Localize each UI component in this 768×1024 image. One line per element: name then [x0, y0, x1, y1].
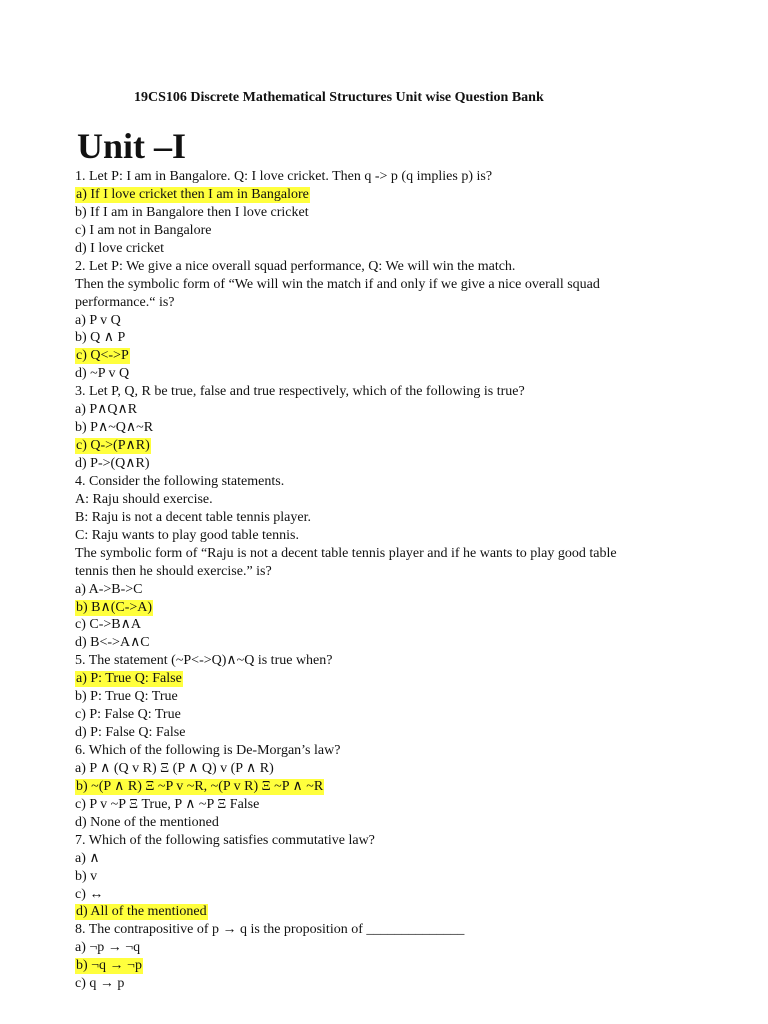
question-line [75, 312, 675, 330]
question-line [75, 240, 675, 258]
line-text: a) ¬p → ¬q [75, 940, 141, 956]
line-text: A: Raju should exercise. [75, 491, 213, 507]
line-text: C: Raju wants to play good table tennis. [75, 527, 299, 543]
answer-line-highlighted [75, 957, 675, 975]
question-line [75, 796, 675, 814]
line-text: b) P∧~Q∧~R [75, 420, 154, 436]
line-text: b) If I am in Bangalore then I love cricket [75, 204, 309, 220]
question-line [75, 329, 675, 347]
unit-title: Unit –I [77, 126, 187, 166]
question-line [75, 383, 675, 401]
answer-line-highlighted [75, 347, 675, 365]
line-text: Then the symbolic form of “We will win the match if and only if we give a nice overall squad [75, 276, 600, 292]
line-text: tennis then he should exercise.” is? [75, 563, 272, 579]
answer-line-highlighted [75, 778, 675, 796]
question-line [75, 706, 675, 724]
question-line [75, 886, 675, 904]
line-text: c) Q<->P [76, 348, 129, 364]
question-line [75, 850, 675, 868]
question-line [75, 168, 675, 186]
line-text: a) P∧Q∧R [75, 402, 138, 418]
question-line [75, 814, 675, 832]
answer-line-highlighted [75, 670, 675, 688]
line-text: d) I love cricket [75, 240, 165, 256]
question-line [75, 222, 675, 240]
question-list [75, 168, 675, 993]
answer-line-highlighted [75, 903, 675, 921]
line-text: 8. The contrapositive of p → q is the proposition of ______________ [75, 922, 465, 938]
answer-line-highlighted [75, 186, 675, 204]
answer-line-highlighted [75, 437, 675, 455]
question-line [75, 545, 675, 563]
line-text: 1. Let P: I am in Bangalore. Q: I love cricket. Then q -> p (q implies p) is? [75, 169, 493, 184]
line-text: c) I am not in Bangalore [75, 222, 212, 238]
line-text: 7. Which of the following satisfies commutative law? [75, 832, 375, 848]
line-text: d) B<->A∧C [75, 635, 150, 651]
question-line [75, 760, 675, 778]
question-line [75, 401, 675, 419]
document-header: 19CS106 Discrete Mathematical Structures Unit wise Question Bank [134, 90, 544, 105]
line-text: 3. Let P, Q, R be true, false and true respectively, which of the following is true? [75, 384, 525, 400]
question-line [75, 724, 675, 742]
line-text: d) None of the mentioned [75, 814, 219, 830]
line-text: c) ↔ [75, 886, 104, 902]
line-text: a) P v Q [75, 312, 121, 328]
line-text: b) ~(P ∧ R) Ξ ~P v ~R, ~(P v R) Ξ ~P ∧ ~R [76, 778, 324, 794]
line-text: a) ∧ [75, 850, 100, 866]
question-line [75, 455, 675, 473]
question-line [75, 832, 675, 850]
question-line [75, 258, 675, 276]
line-text: c) P: False Q: True [75, 707, 181, 723]
line-text: c) C->B∧A [75, 617, 141, 633]
line-text: 6. Which of the following is De-Morgan’s law? [75, 743, 341, 758]
question-line [75, 581, 675, 599]
question-line [75, 616, 675, 634]
line-text: b) B∧(C->A) [76, 599, 153, 615]
line-text: c) P v ~P Ξ True, P ∧ ~P Ξ False [75, 796, 260, 812]
line-text: b) P: True Q: True [75, 689, 178, 705]
line-text: c) Q->(P∧R) [76, 438, 150, 454]
line-text: a) P ∧ (Q v R) Ξ (P ∧ Q) v (P ∧ R) [75, 760, 274, 776]
question-line [75, 276, 675, 294]
question-line [75, 975, 675, 993]
line-text: d) All of the mentioned [76, 904, 207, 920]
question-line [75, 563, 675, 581]
line-text: b) v [75, 868, 98, 884]
question-line [75, 419, 675, 437]
line-text: b) ¬q → ¬p [76, 958, 142, 974]
line-text: d) P->(Q∧R) [75, 456, 150, 471]
question-line [75, 365, 675, 383]
question-line [75, 473, 675, 491]
line-text: c) q → p [75, 976, 125, 992]
line-text: 5. The statement (~P<->Q)∧~Q is true when? [75, 653, 333, 669]
question-line [75, 742, 675, 760]
answer-line-highlighted [75, 599, 675, 617]
line-text: b) Q ∧ P [75, 330, 126, 346]
line-text: The symbolic form of “Raju is not a decent table tennis player and if he wants to play good table [75, 545, 617, 561]
question-line [75, 634, 675, 652]
question-line [75, 652, 675, 670]
line-text: d) P: False Q: False [75, 725, 186, 741]
question-line [75, 527, 675, 545]
line-text: performance.“ is? [75, 294, 175, 310]
question-line [75, 509, 675, 527]
line-text: B: Raju is not a decent table tennis player. [75, 509, 311, 525]
line-text: a) If I love cricket then I am in Bangalore [76, 186, 309, 202]
question-line [75, 491, 675, 509]
line-text: d) ~P v Q [75, 366, 130, 382]
question-line [75, 204, 675, 222]
question-line [75, 921, 675, 939]
line-text: a) P: True Q: False [76, 671, 182, 687]
question-line [75, 939, 675, 957]
line-text: 4. Consider the following statements. [75, 473, 285, 489]
question-line [75, 688, 675, 706]
line-text: a) A->B->C [75, 581, 143, 597]
question-line [75, 294, 675, 312]
question-line [75, 868, 675, 886]
line-text: 2. Let P: We give a nice overall squad performance, Q: We will win the match. [75, 258, 516, 274]
